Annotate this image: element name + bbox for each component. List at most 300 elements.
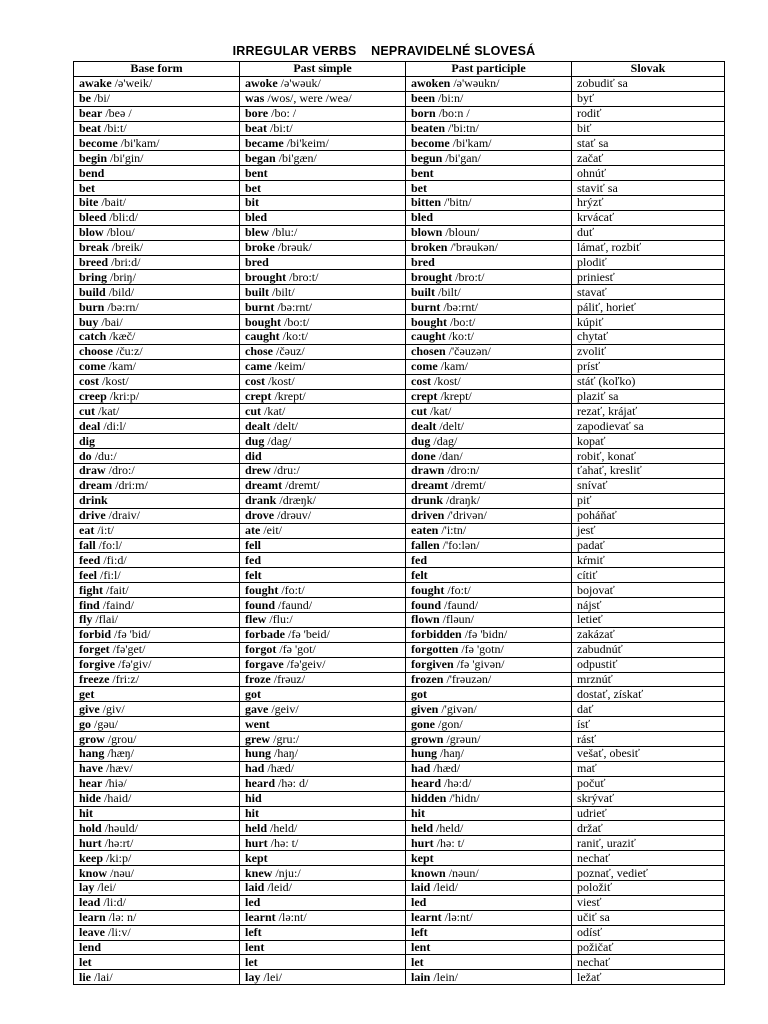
pronunciation: /hæd/ [433, 761, 461, 776]
verb-word: bled [411, 210, 434, 225]
verb-word: give [79, 701, 100, 716]
table-row [74, 255, 725, 270]
cell-past-simple [240, 806, 406, 821]
column-header-slovak: Slovak [572, 62, 725, 77]
cell-base-form [74, 419, 240, 434]
pronunciation: /fo:t/ [447, 582, 471, 597]
cell-slovak: priniesť [572, 270, 725, 285]
cell-past-participle [406, 880, 572, 895]
table-row [74, 121, 725, 136]
verb-word: left [245, 925, 262, 940]
cell-base-form [74, 940, 240, 955]
verb-word: draw [79, 463, 106, 478]
pronunciation: /'frəuzən/ [446, 672, 492, 686]
verb-word: chosen [411, 344, 446, 359]
verb-word: forgave [245, 657, 284, 672]
verb-word: beaten [411, 121, 445, 135]
cell-past-participle [406, 493, 572, 508]
cell-slovak: hrýzť [572, 196, 725, 211]
pronunciation: /gon/ [438, 716, 463, 731]
verb-word: burn [79, 299, 105, 314]
verb-word: hung [245, 746, 272, 761]
cell-past-simple [240, 895, 406, 910]
verb-word: heard [245, 776, 275, 791]
pronunciation: /ču:z/ [116, 344, 143, 359]
pronunciation: /grou/ [107, 731, 137, 746]
pronunciation: /gəu/ [94, 716, 118, 731]
cell-slovak: stáť (koľko) [572, 374, 725, 389]
pronunciation: /bə:rnt/ [443, 299, 479, 314]
verb-word: forbid [79, 627, 112, 642]
cell-slovak: prísť [572, 359, 725, 374]
pronunciation: /fi:l/ [99, 567, 121, 582]
verb-word: drawn [411, 463, 445, 478]
pronunciation: /bi'keim/ [286, 135, 329, 150]
verb-word: learnt [411, 910, 442, 925]
pronunciation: /blu:/ [272, 225, 298, 240]
verb-word: hold [79, 820, 102, 835]
cell-slovak: byť [572, 91, 725, 106]
verb-word: lain [411, 969, 431, 984]
table-row [74, 955, 725, 970]
cell-base-form [74, 508, 240, 523]
table-row [74, 106, 725, 121]
cell-slovak: učiť sa [572, 910, 725, 925]
table-row [74, 672, 725, 687]
verb-word: forgot [245, 642, 277, 657]
table-row [74, 315, 725, 330]
verb-word: bite [79, 195, 99, 210]
table-row [74, 702, 725, 717]
verb-word: cost [411, 374, 431, 389]
pronunciation: /ə'wəukn/ [453, 76, 500, 91]
verb-word: hit [245, 806, 260, 820]
cell-past-simple [240, 732, 406, 747]
cell-base-form [74, 910, 240, 925]
cell-past-participle [406, 136, 572, 151]
cell-base-form [74, 240, 240, 255]
pronunciation: /held/ [436, 820, 464, 835]
verb-word: hurt [79, 835, 102, 850]
verb-word: hear [79, 776, 103, 791]
verb-word: blew [245, 225, 269, 240]
verb-word: begun [411, 150, 443, 165]
pronunciation: /geiv/ [271, 701, 299, 716]
verb-word: known [411, 865, 446, 880]
pronunciation: /grəun/ [446, 731, 481, 746]
cell-past-participle [406, 836, 572, 851]
cell-past-participle [406, 210, 572, 225]
pronunciation: /bo:t/ [284, 314, 310, 329]
pronunciation: /ki:p/ [106, 850, 132, 865]
verb-word: fly [79, 612, 93, 627]
cell-past-participle [406, 642, 572, 657]
cell-slovak: počuť [572, 776, 725, 791]
verb-word: hang [79, 746, 105, 761]
cell-base-form [74, 91, 240, 106]
verb-word: bred [245, 255, 269, 270]
verb-word: lay [245, 969, 261, 984]
verb-word: fall [79, 538, 96, 552]
cell-slovak: ísť [572, 717, 725, 732]
table-row [74, 181, 725, 196]
cell-base-form [74, 359, 240, 374]
cell-past-simple [240, 717, 406, 732]
pronunciation: /bli:d/ [109, 210, 139, 225]
table-row [74, 821, 725, 836]
cell-past-participle [406, 91, 572, 106]
pronunciation: /bi'kam/ [452, 135, 492, 150]
cell-slovak: mať [572, 761, 725, 776]
table-row [74, 776, 725, 791]
verb-word: eat [79, 523, 95, 538]
pronunciation: /krept/ [440, 389, 472, 404]
pronunciation: /kæč/ [109, 329, 136, 344]
pronunciation: /briŋ/ [110, 269, 136, 284]
table-row [74, 419, 725, 434]
verb-word: fight [79, 582, 103, 597]
cell-slovak: plaziť sa [572, 389, 725, 404]
verb-word: become [79, 135, 118, 150]
cell-base-form [74, 895, 240, 910]
cell-slovak: poháňať [572, 508, 725, 523]
verb-word: do [79, 448, 92, 463]
pronunciation: /delt/ [273, 418, 299, 433]
pronunciation: /bloun/ [445, 225, 480, 240]
pronunciation: /haŋ/ [440, 746, 464, 761]
verb-word: chose [245, 344, 273, 359]
table-row [74, 866, 725, 881]
pronunciation: /blou/ [106, 225, 135, 240]
verb-word: bet [245, 180, 261, 195]
pronunciation: /'bi:tn/ [448, 121, 479, 135]
verb-word: kept [245, 850, 268, 865]
cell-past-participle [406, 940, 572, 955]
verb-word: became [245, 135, 284, 150]
cell-past-participle [406, 508, 572, 523]
verb-word: cut [245, 403, 261, 418]
pronunciation: /leid/ [433, 880, 459, 895]
cell-past-simple [240, 374, 406, 389]
cell-past-simple [240, 598, 406, 613]
cell-past-participle [406, 955, 572, 970]
cell-slovak: zobudiť sa [572, 76, 725, 91]
cell-past-simple [240, 359, 406, 374]
cell-base-form [74, 136, 240, 151]
pronunciation: /bə:rnt/ [277, 299, 313, 314]
table-row [74, 806, 725, 821]
cell-past-participle [406, 970, 572, 985]
verb-word: bring [79, 269, 108, 284]
pronunciation: /fə'get/ [112, 642, 146, 657]
cell-base-form [74, 627, 240, 642]
table-row [74, 300, 725, 315]
pronunciation: /bro:t/ [455, 269, 485, 284]
verb-word: built [245, 284, 270, 299]
cell-past-simple [240, 270, 406, 285]
cell-past-simple [240, 255, 406, 270]
verb-word: born [411, 106, 436, 121]
cell-slovak: stať sa [572, 136, 725, 151]
cell-past-participle [406, 270, 572, 285]
pronunciation: /hiə/ [105, 776, 127, 791]
pronunciation: /hə:d/ [444, 776, 472, 791]
pronunciation: /faund/ [278, 597, 313, 612]
cell-slovak: stavať [572, 285, 725, 300]
verb-word: lay [79, 880, 95, 895]
cell-base-form [74, 538, 240, 553]
cell-base-form [74, 657, 240, 672]
cell-past-participle [406, 225, 572, 240]
verb-word: let [79, 954, 92, 969]
verb-word: freeze [79, 672, 110, 686]
verb-word: let [411, 954, 424, 969]
pronunciation: /ə'weik/ [114, 76, 153, 91]
cell-slovak: cítiť [572, 568, 725, 583]
cell-past-participle [406, 464, 572, 479]
cell-slovak: padať [572, 538, 725, 553]
cell-base-form [74, 970, 240, 985]
table-row [74, 627, 725, 642]
column-header-past-simple: Past simple [240, 62, 406, 77]
cell-base-form [74, 851, 240, 866]
pronunciation: /bi'kam/ [120, 135, 160, 150]
verb-word: have [79, 761, 103, 776]
column-header-base-form: Base form [74, 62, 240, 77]
cell-past-simple [240, 657, 406, 672]
pronunciation: /dan/ [438, 448, 463, 463]
pronunciation: /breik/ [111, 240, 144, 255]
pronunciation: /ko:t/ [282, 329, 309, 344]
pronunciation: /bo:t/ [450, 314, 476, 329]
pronunciation: /kri:p/ [109, 389, 140, 404]
verb-word: learn [79, 910, 106, 925]
pronunciation: /fo:t/ [281, 582, 305, 597]
cell-slovak: poznať, vedieť [572, 866, 725, 881]
verb-word: breed [79, 255, 109, 270]
verb-word: dug [245, 433, 265, 448]
cell-base-form [74, 612, 240, 627]
cell-slovak: letieť [572, 612, 725, 627]
verb-word: gone [411, 716, 435, 731]
table-row [74, 746, 725, 761]
cell-past-simple [240, 523, 406, 538]
table-header-row [74, 62, 725, 77]
cell-past-participle [406, 672, 572, 687]
verb-word: kept [411, 850, 434, 865]
cell-slovak: požičať [572, 940, 725, 955]
table-row [74, 895, 725, 910]
pronunciation: /lə:nt/ [278, 910, 307, 925]
cell-base-form [74, 821, 240, 836]
cell-past-simple [240, 464, 406, 479]
cell-slovak: raniť, uraziť [572, 836, 725, 851]
cell-past-simple [240, 136, 406, 151]
verb-word: drew [245, 463, 271, 478]
cell-slovak: rodiť [572, 106, 725, 121]
pronunciation: /bilt/ [438, 284, 461, 299]
cell-base-form [74, 344, 240, 359]
table-row [74, 210, 725, 225]
pronunciation: /hæŋ/ [107, 746, 134, 761]
pronunciation: /'fo:lən/ [442, 538, 480, 552]
cell-past-participle [406, 196, 572, 211]
verb-word: go [79, 716, 91, 731]
table-row [74, 642, 725, 657]
cell-past-simple [240, 538, 406, 553]
verb-word: lead [79, 895, 101, 910]
pronunciation: /li:d/ [103, 895, 127, 910]
cell-past-participle [406, 910, 572, 925]
pronunciation: /kost/ [268, 374, 295, 389]
cell-past-participle [406, 404, 572, 419]
cell-past-participle [406, 821, 572, 836]
pronunciation: /dremt/ [285, 478, 320, 493]
pronunciation: /kam/ [440, 359, 468, 374]
table-row [74, 225, 725, 240]
cell-slovak: piť [572, 493, 725, 508]
table-row [74, 732, 725, 747]
verb-word: come [411, 359, 438, 374]
verb-word: break [79, 240, 109, 255]
table-row [74, 538, 725, 553]
cell-past-simple [240, 776, 406, 791]
verb-word: bit [245, 195, 260, 210]
verb-word: begin [79, 150, 108, 165]
cell-past-participle [406, 538, 572, 553]
pronunciation: /'hidn/ [449, 791, 480, 806]
table-row [74, 493, 725, 508]
cell-slovak: rezať, krájať [572, 404, 725, 419]
pronunciation: /dræŋk/ [279, 493, 316, 508]
cell-past-participle [406, 121, 572, 136]
table-row [74, 687, 725, 702]
verb-word: driven [411, 508, 445, 523]
cell-base-form [74, 955, 240, 970]
verb-word: bled [245, 210, 268, 225]
table-row [74, 717, 725, 732]
cell-past-participle [406, 702, 572, 717]
cell-past-participle [406, 583, 572, 598]
table-row [74, 91, 725, 106]
cell-slovak: zakázať [572, 627, 725, 642]
pronunciation: /nəun/ [448, 865, 479, 880]
cell-slovak: skrývať [572, 791, 725, 806]
cell-slovak: ležať [572, 970, 725, 985]
cell-past-simple [240, 880, 406, 895]
verb-word: had [411, 761, 431, 776]
cell-base-form [74, 493, 240, 508]
verb-word: forgiven [411, 657, 454, 672]
pronunciation: /fi:d/ [103, 552, 127, 567]
cell-slovak: odpustiť [572, 657, 725, 672]
pronunciation: /čəuz/ [276, 344, 305, 359]
pronunciation: /bo:n / [438, 106, 470, 121]
pronunciation: /keim/ [274, 359, 306, 374]
verb-word: came [245, 359, 272, 374]
cell-past-participle [406, 732, 572, 747]
cell-past-simple [240, 910, 406, 925]
verb-word: hit [411, 806, 426, 820]
verb-word: flown [411, 612, 440, 627]
verb-word: been [411, 91, 435, 106]
verb-word: hurt [411, 835, 434, 850]
cell-base-form [74, 300, 240, 315]
cell-past-simple [240, 627, 406, 642]
cell-base-form [74, 315, 240, 330]
verb-word: cut [411, 403, 427, 418]
verb-word: fell [245, 538, 261, 552]
cell-past-simple [240, 106, 406, 121]
verb-word: led [411, 895, 427, 910]
pronunciation: /fait/ [106, 582, 129, 597]
verb-word: dreamt [245, 478, 283, 493]
pronunciation: /fə 'bidn/ [464, 627, 508, 642]
cell-slovak: kŕmiť [572, 553, 725, 568]
verb-word: hung [411, 746, 438, 761]
pronunciation: /faund/ [444, 597, 479, 612]
verb-word: grown [411, 731, 444, 746]
verb-word: build [79, 284, 106, 299]
cell-past-participle [406, 598, 572, 613]
cell-past-simple [240, 746, 406, 761]
cell-past-participle [406, 181, 572, 196]
verb-word: bred [411, 255, 435, 270]
verb-word: choose [79, 344, 113, 359]
pronunciation: /dru:/ [273, 463, 300, 478]
verb-word: did [245, 448, 262, 463]
verb-word: ate [245, 523, 261, 538]
cell-base-form [74, 672, 240, 687]
cell-past-participle [406, 151, 572, 166]
verb-word: dream [79, 478, 113, 493]
cell-past-participle [406, 106, 572, 121]
cell-past-simple [240, 210, 406, 225]
cell-base-form [74, 687, 240, 702]
cell-past-participle [406, 285, 572, 300]
cell-past-simple [240, 434, 406, 449]
verb-word: forbade [245, 627, 285, 642]
verb-word: fought [411, 582, 445, 597]
cell-slovak: držať [572, 821, 725, 836]
cell-slovak: zapodievať sa [572, 419, 725, 434]
cell-slovak: lámať, rozbiť [572, 240, 725, 255]
cell-base-form [74, 196, 240, 211]
cell-past-simple [240, 553, 406, 568]
cell-slovak: robiť, konať [572, 449, 725, 464]
cell-past-participle [406, 925, 572, 940]
verb-word: brought [411, 269, 453, 284]
cell-base-form [74, 717, 240, 732]
verb-word: broken [411, 240, 448, 255]
verb-word: was [245, 91, 265, 106]
pronunciation: /ko:t/ [448, 329, 475, 344]
verb-word: went [245, 716, 270, 731]
cell-base-form [74, 925, 240, 940]
verb-word: forgotten [411, 642, 459, 657]
verb-word: felt [245, 567, 262, 582]
verb-word: fought [245, 582, 279, 597]
table-row [74, 240, 725, 255]
cell-past-simple [240, 642, 406, 657]
cell-base-form [74, 464, 240, 479]
pronunciation: /bi:n/ [438, 91, 464, 106]
pronunciation: /bro:t/ [289, 269, 319, 284]
pronunciation: /kat/ [430, 403, 452, 418]
cell-past-participle [406, 895, 572, 910]
table-row [74, 583, 725, 598]
verb-word: dug [411, 433, 431, 448]
